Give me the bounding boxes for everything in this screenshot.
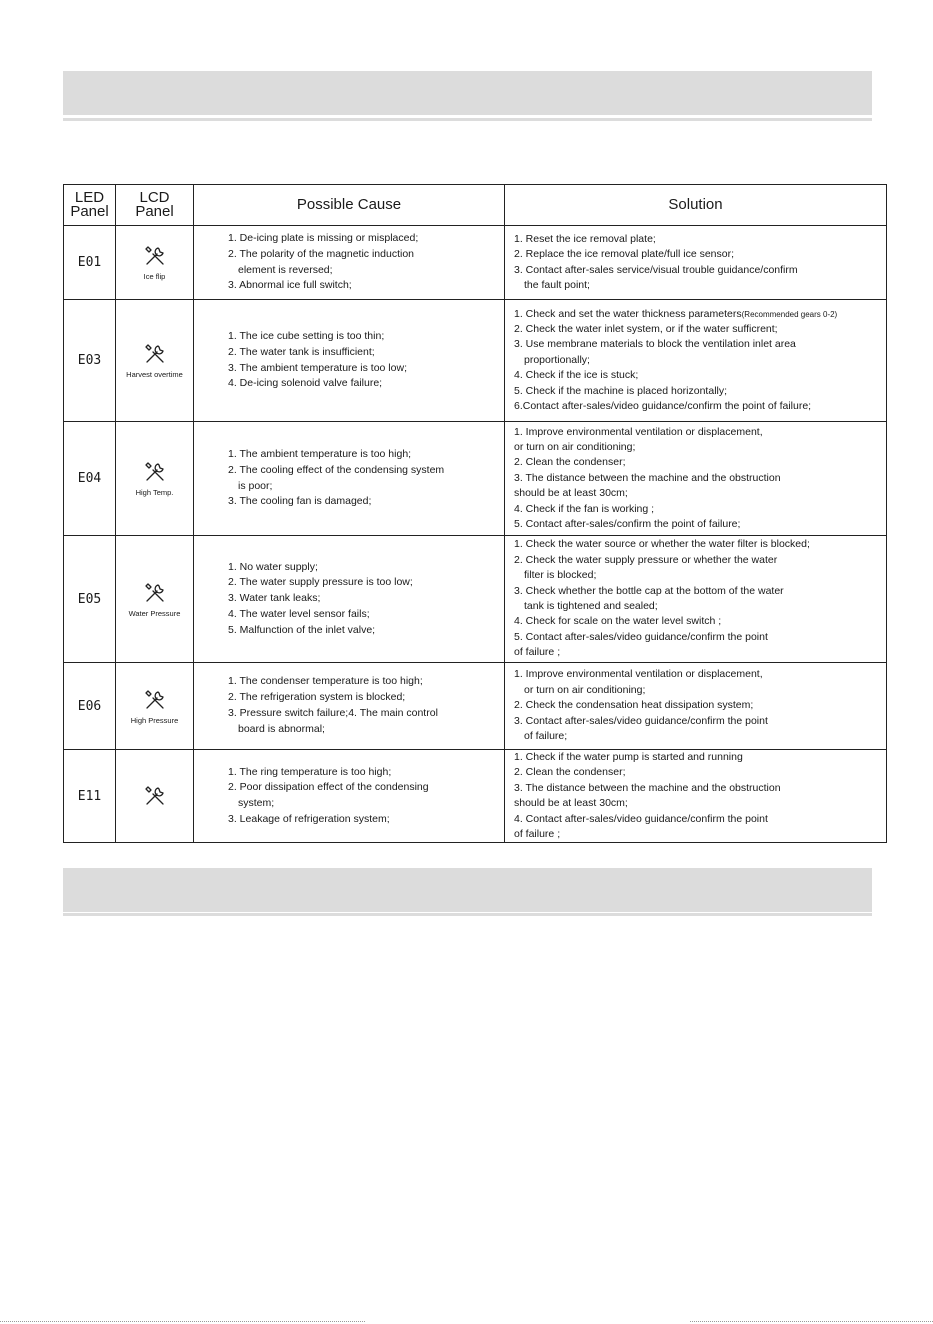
solution-cell: 1. Check and set the water thickness parameters(Recommended gears 0-2) 2. Check the water inlet system, or if the water sufficrent; 3. Use membrane materials to block the ventilation inlet area proportionally; 4. Check if the ice is stuck; 5. Check if the machine is placed horizontally; 6.Contact after-sales/video guidance/confirm the point of failure; [505, 300, 887, 422]
table-row [64, 300, 887, 422]
cause-cell: 1. The ambient temperature is too high; 2. The cooling effect of the condensing system is poor; 3. The cooling fan is damaged; [194, 422, 505, 536]
lcd-cell [116, 663, 194, 750]
table-row [64, 226, 887, 300]
led-code: E04 [64, 422, 116, 536]
section-header-underline [63, 118, 872, 121]
table-row [64, 663, 887, 750]
tools-icon [143, 244, 167, 268]
header-lcd-panel: LCD Panel [116, 185, 194, 226]
section-header-underline [63, 913, 872, 916]
lcd-cell [116, 750, 194, 843]
lcd-cell [116, 300, 194, 422]
solution-cell: 1. Improve environmental ventilation or displacement, or turn on air conditioning; 2. Check the condensation heat dissipation system; 3. Contact after-sales/video guidance/confirm the point of failure; [505, 663, 887, 750]
led-code: E06 [64, 663, 116, 750]
solution-cell: 1. Reset the ice removal plate; 2. Replace the ice removal plate/full ice sensor; 3. Contact after-sales service/visual trouble guidance/confirm the fault point; [505, 226, 887, 300]
lcd-cell [116, 422, 194, 536]
solution-cell: 1. Improve environmental ventilation or displacement, or turn on air conditioning; 2. Clean the condenser; 3. The distance between the machine and the obstruction should be at least 30cm; 4. Check if the fan is working ; 5. Contact after-sales/confirm the point of failure; [505, 422, 887, 536]
cause-cell: 1. De-icing plate is missing or misplaced; 2. The polarity of the magnetic induction element is reversed; 3. Abnormal ice full switch; [194, 226, 505, 300]
tools-icon [143, 460, 167, 484]
led-code: E01 [64, 226, 116, 300]
lcd-label: High Pressure [130, 715, 179, 725]
led-code: E05 [64, 536, 116, 663]
lcd-cell [116, 226, 194, 300]
cause-cell: 1. The ice cube setting is too thin; 2. The water tank is insufficient; 3. The ambient temperature is too low; 4. De-icing solenoid valve failure; [194, 300, 505, 422]
page-edge-divider [690, 1321, 933, 1322]
solution-cell: 1. Check the water source or whether the water filter is blocked; 2. Check the water supply pressure or whether the water filter is blocked; 3. Check whether the bottle cap at the bottom of the water tank is tightened and sealed; 4. Check for scale on the water level switch ; 5. Contact after-sales/video guidance/confirm the point of failure ; [505, 536, 887, 663]
header-possible-cause: Possible Cause [194, 185, 505, 226]
tools-icon [143, 342, 167, 366]
lcd-label: Harvest overtime [126, 370, 183, 379]
tools-icon [143, 784, 167, 808]
table-header-row [64, 185, 887, 226]
lcd-label: High Temp. [135, 488, 174, 497]
lcd-label: Water Pressure [128, 608, 181, 618]
page-edge-divider [0, 1321, 365, 1322]
section-header-bar [63, 868, 872, 912]
cause-cell: 1. The condenser temperature is too high; 2. The refrigeration system is blocked; 3. Pressure switch failure;4. The main control board is abnormal; [194, 663, 505, 750]
lcd-cell [116, 536, 194, 663]
led-code: E11 [64, 750, 116, 843]
tools-icon [143, 581, 167, 605]
tools-icon [143, 688, 167, 712]
header-led-panel: LED Panel [64, 185, 116, 226]
lcd-label: Ice flip [143, 272, 166, 281]
section-header-bar [63, 71, 872, 115]
cause-cell: 1. No water supply; 2. The water supply pressure is too low; 3. Water tank leaks; 4. The water level sensor fails; 5. Malfunction of the inlet valve; [194, 536, 505, 663]
solution-cell: 1. Check if the water pump is started and running 2. Clean the condenser; 3. The distance between the machine and the obstruction should be at least 30cm; 4. Contact after-sales/video guidance/confirm the point of failure ; [505, 750, 887, 843]
cause-cell: 1. The ring temperature is too high; 2. Poor dissipation effect of the condensing system; 3. Leakage of refrigeration system; [194, 750, 505, 843]
table-row [64, 536, 887, 663]
header-solution: Solution [505, 185, 887, 226]
table-row [64, 422, 887, 536]
led-code: E03 [64, 300, 116, 422]
error-code-table [63, 184, 887, 843]
table-row [64, 750, 887, 843]
